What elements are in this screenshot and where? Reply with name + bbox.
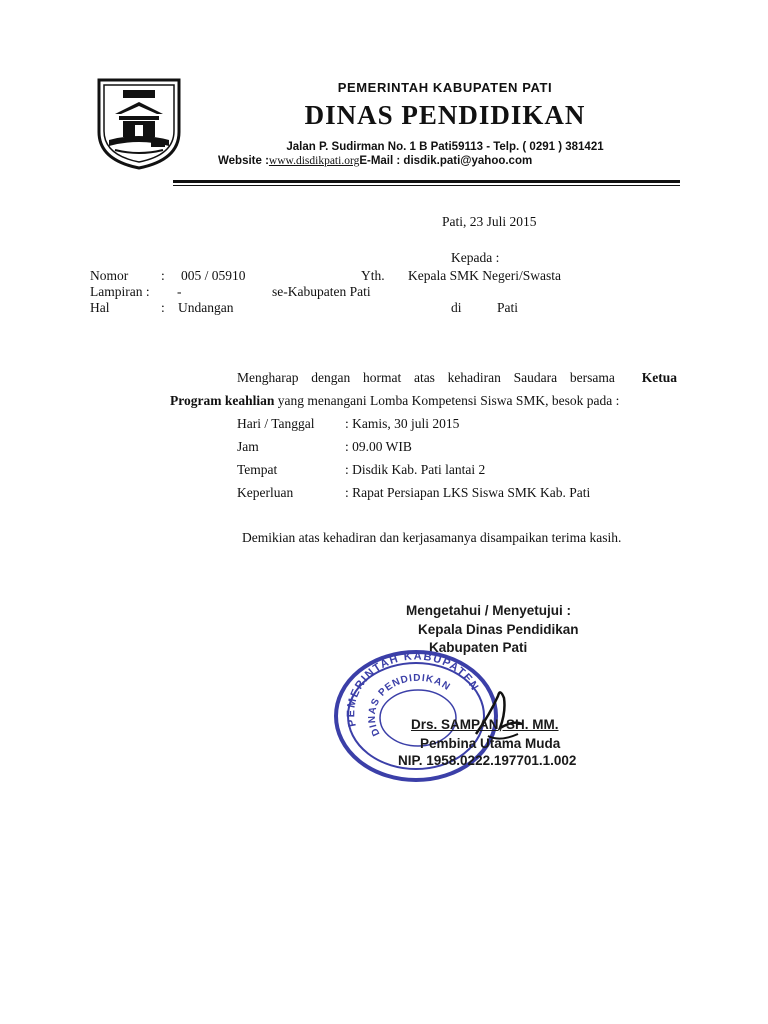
lampiran-value: - — [177, 284, 182, 299]
stamp-inner-text: DINAS PENDIDIKAN — [366, 672, 453, 738]
office-address: Jalan P. Sudirman No. 1 B Pati59113 - Telp. ( 0291 ) 381421 — [286, 141, 604, 153]
hal-colon: : — [161, 300, 165, 315]
government-heading: PEMERINTAH KABUPATEN PATI — [337, 80, 553, 95]
detail-label-place: Tempat — [237, 462, 278, 477]
letterhead-rule-thin — [173, 185, 680, 186]
contact-line — [218, 155, 698, 167]
signature-regency: Kabupaten Pati — [429, 640, 528, 655]
email-label: E-Mail : disdik.pati@yahoo.com — [359, 155, 533, 167]
yth-label: Yth. — [361, 268, 385, 283]
to-label: Kepada : — [451, 250, 500, 265]
detail-value-place: : Disdik Kab. Pati lantai 2 — [345, 462, 486, 477]
detail-label-purpose: Keperluan — [237, 485, 294, 500]
detail-value-day: : Kamis, 30 juli 2015 — [345, 416, 460, 431]
website-link[interactable]: www.disdikpati.org — [268, 155, 360, 167]
agency-title: DINAS PENDIDIKAN — [304, 100, 586, 130]
closing-sentence: Demikian atas kehadiran dan kerjasamanya disampaikan terima kasih. — [242, 530, 622, 545]
hal-label: Hal — [90, 300, 110, 315]
place-date: Pati, 23 Juli 2015 — [442, 214, 537, 229]
signatory-nip: NIP. 1958.0222.197701.1.002 — [398, 753, 577, 768]
signatory-name: Drs. SAMPAN, SH. MM. — [411, 717, 559, 732]
signatory-rank: Pembina Utama Muda — [420, 736, 561, 751]
intro-line-1 — [237, 370, 677, 386]
nomor-colon: : — [161, 268, 165, 283]
letterhead-rule-thick — [173, 180, 680, 183]
di-label: di — [451, 300, 462, 315]
detail-value-time: : 09.00 WIB — [345, 439, 412, 454]
detail-value-purpose: : Rapat Persiapan LKS Siswa SMK Kab. Pati — [345, 485, 591, 500]
intro-bold-program: Program keahlian — [170, 393, 275, 408]
stamp-outer-text: PEMERINTAH KABUPATEN — [345, 650, 482, 728]
recipient-area: se-Kabupaten Pati — [272, 284, 371, 299]
signature-approval: Mengetahui / Menyetujui : — [406, 603, 572, 618]
intro-bold-ketua: Ketua — [641, 370, 677, 385]
nomor-label: Nomor — [90, 268, 129, 283]
intro-text-start: Mengharap dengan hormat atas kehadiran Saudara bersama — [237, 370, 615, 385]
recipient: Kepala SMK Negeri/Swasta — [408, 268, 561, 283]
signature-position: Kepala Dinas Pendidikan — [418, 622, 579, 637]
website-label: Website : — [218, 155, 269, 167]
intro-text-end: yang menangani Lomba Kompetensi Siswa SMK, besok pada : — [277, 393, 620, 408]
hal-value: Undangan — [178, 300, 234, 315]
lampiran-label: Lampiran : — [90, 284, 150, 299]
intro-line-2 — [170, 393, 619, 409]
recipient-city: Pati — [497, 300, 519, 315]
detail-label-time: Jam — [237, 439, 259, 454]
detail-label-day: Hari / Tanggal — [237, 416, 315, 431]
nomor-value: 005 / 05910 — [181, 268, 246, 283]
regency-crest-icon — [93, 74, 185, 172]
